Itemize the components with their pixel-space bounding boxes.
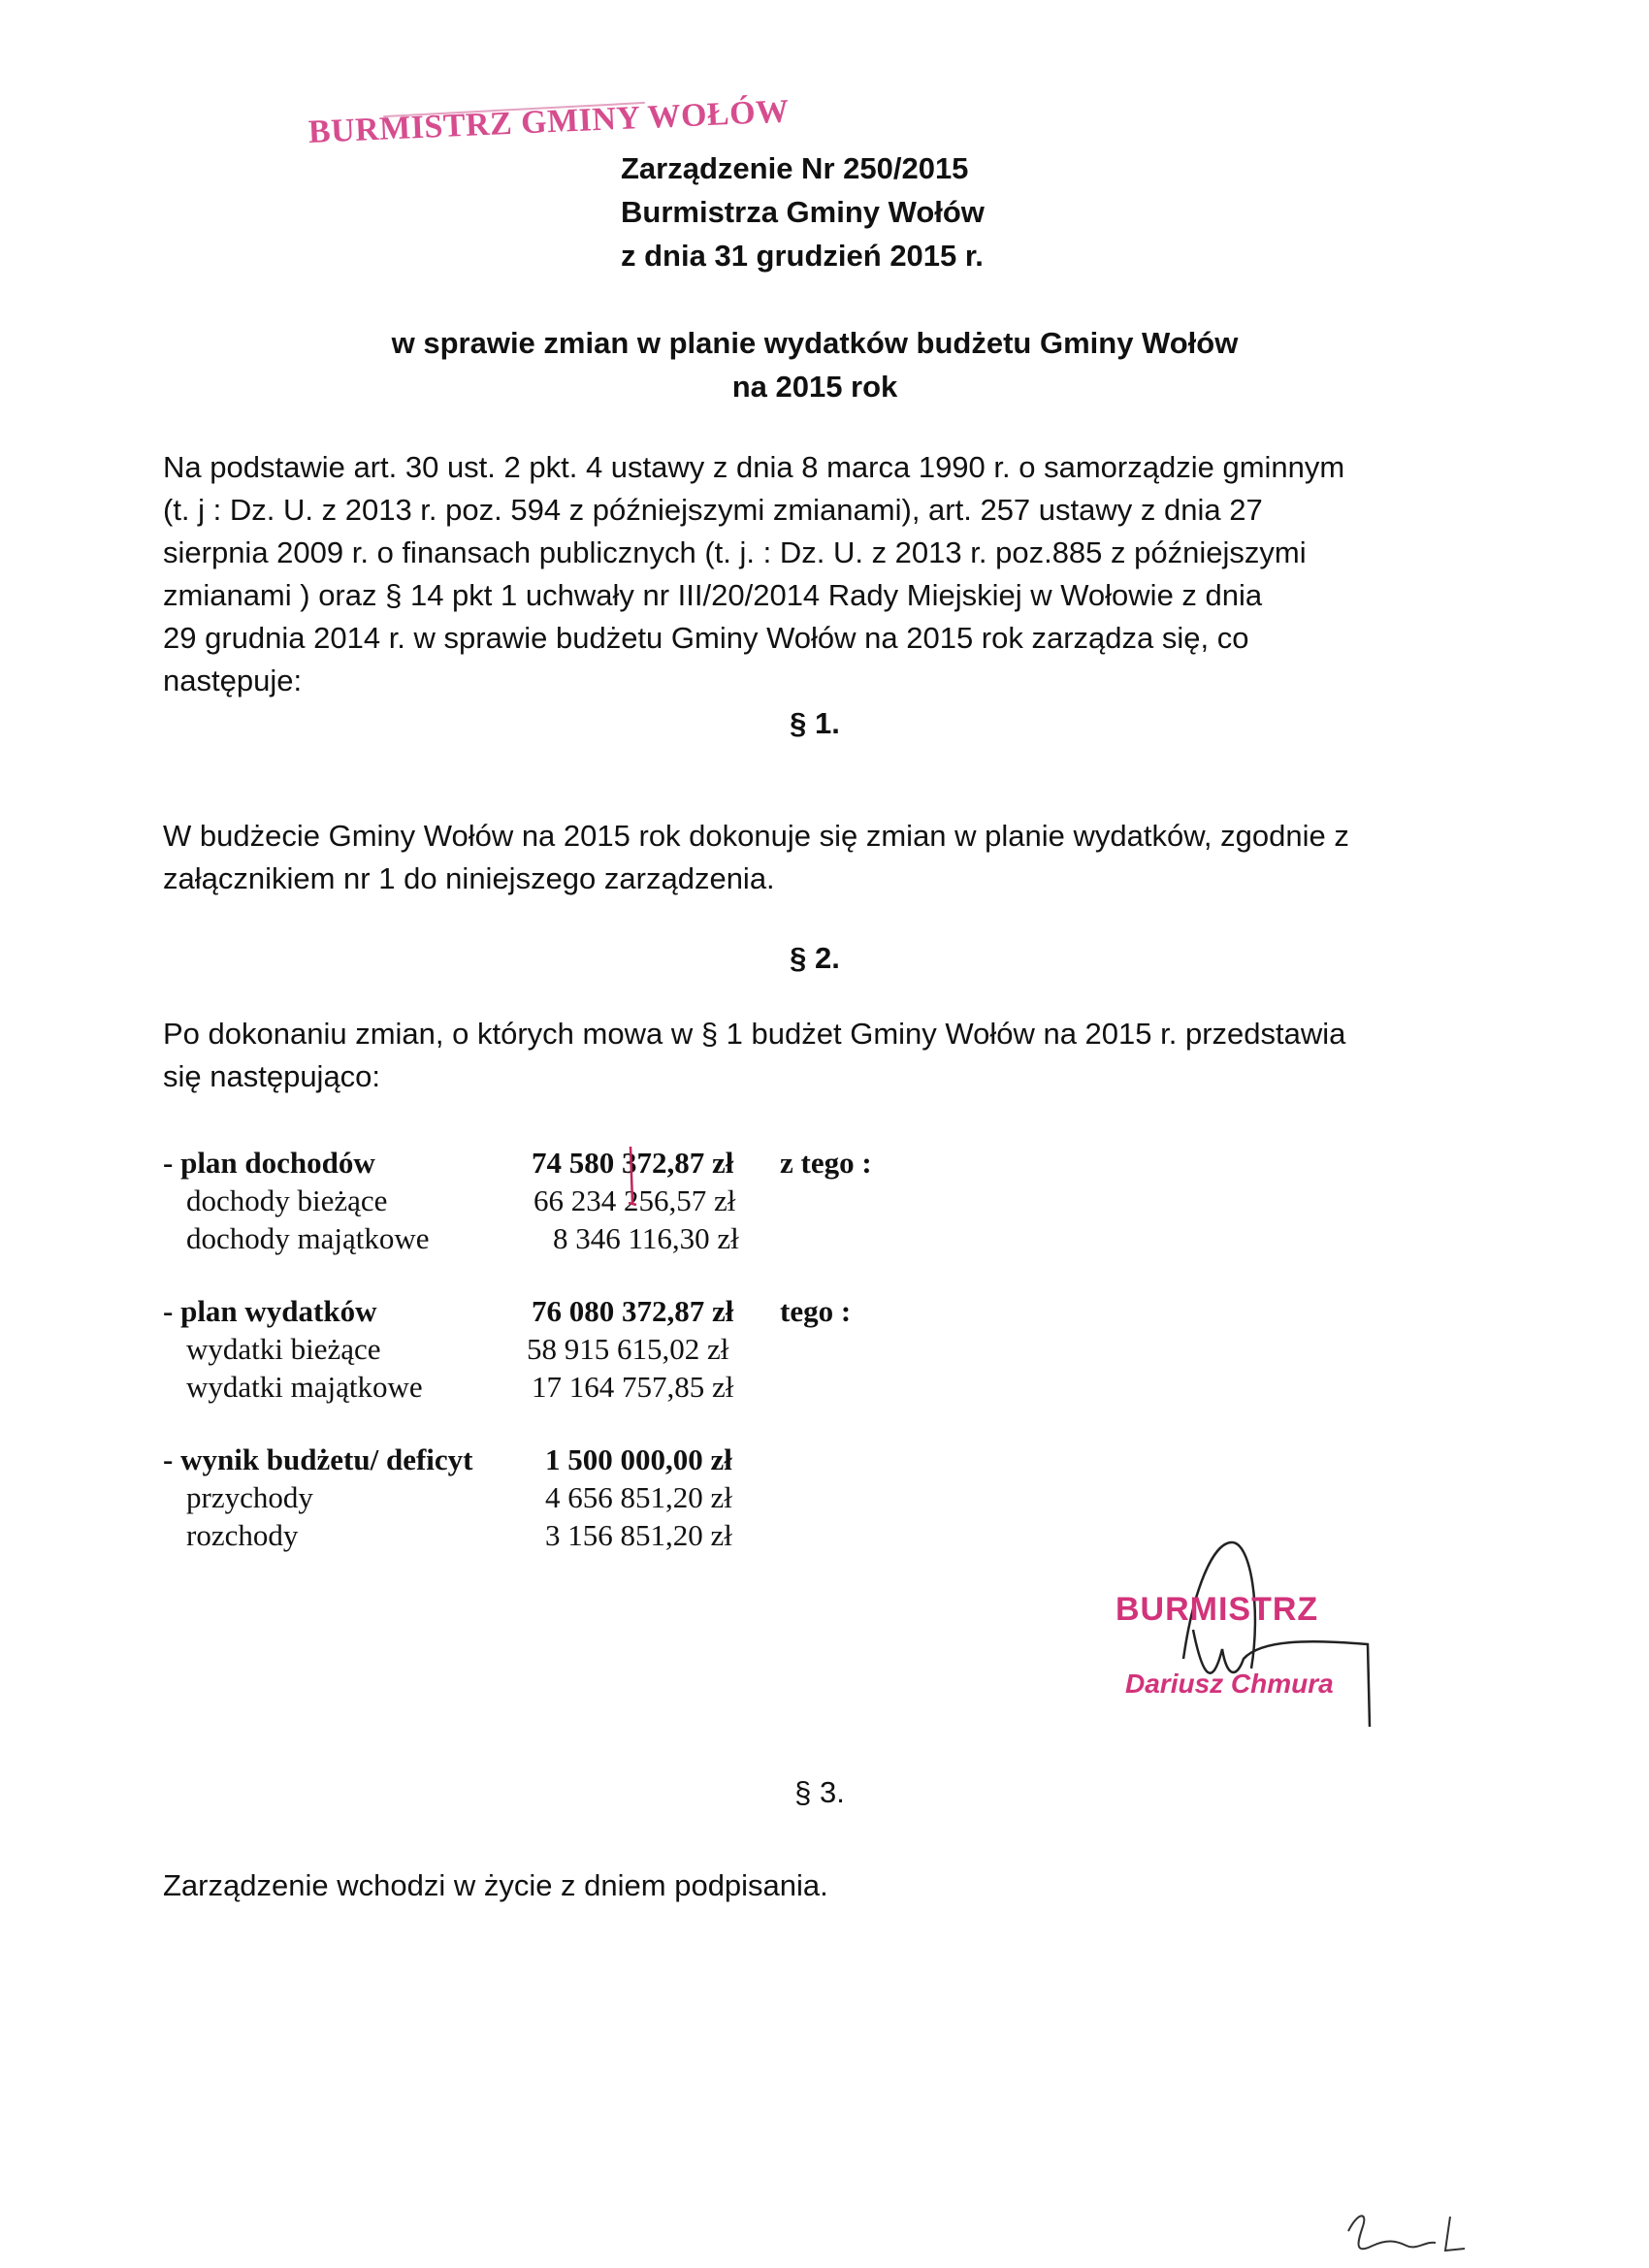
expenses-item-value: 17 164 757,85 zł: [532, 1370, 734, 1404]
document-number: Zarządzenie Nr 250/2015: [621, 151, 969, 185]
income-item-value: 66 234 256,57 zł: [534, 1183, 736, 1217]
subject-line-1: w sprawie zmian w planie wydatków budżetu Gminy Wołów: [391, 326, 1239, 360]
expenses-item-value: 58 915 615,02 zł: [527, 1332, 729, 1366]
section-1-mark: § 1.: [790, 706, 840, 740]
mayor-stamp: [1116, 1591, 1406, 1727]
income-total: 74 580 372,87 zł: [532, 1146, 734, 1180]
section-1-text: [163, 815, 1492, 900]
result-label: - wynik budżetu/ deficyt: [163, 1442, 473, 1476]
office-stamp: BURMISTRZ GMINY WOŁÓW: [307, 93, 791, 150]
result-item-value: 3 156 851,20 zł: [545, 1518, 732, 1552]
preamble-line: sierpnia 2009 r. o finansach publicznych (t. j. : Dz. U. z 2013 r. poz.885 z późniejszymi: [163, 535, 1307, 569]
section-2-line: Po dokonaniu zmian, o których mowa w § 1 budżet Gminy Wołów na 2015 r. przedstawia: [163, 1017, 1346, 1051]
subject-line-2: na 2015 rok: [731, 370, 898, 404]
mayor-stamp-title: BURMISTRZ: [1116, 1591, 1319, 1628]
section-1-line: załącznikiem nr 1 do niniejszego zarządzenia.: [163, 861, 775, 895]
expenses-label: - plan wydatków: [163, 1294, 377, 1328]
preamble: [163, 446, 1492, 702]
section-2-mark: § 2.: [790, 941, 840, 975]
income-item-value: 8 346 116,30 zł: [553, 1221, 739, 1255]
income-label: - plan dochodów: [163, 1146, 375, 1180]
expenses-total: 76 080 372,87 zł: [532, 1294, 734, 1328]
preamble-line: Na podstawie art. 30 ust. 2 pkt. 4 ustawy z dnia 8 marca 1990 r. o samorządzie gminnym: [163, 450, 1345, 484]
result-item-label: przychody: [186, 1480, 313, 1514]
issuer: Burmistrza Gminy Wołów: [621, 195, 985, 229]
section-3-text: Zarządzenie wchodzi w życie z dniem podpisania.: [163, 1868, 828, 1902]
preamble-line: zmianami ) oraz § 14 pkt 1 uchwały nr III/20/2014 Rady Miejskiej w Wołowie z dnia: [163, 578, 1263, 612]
section-2-text: [163, 1013, 1492, 1098]
expenses-item-label: wydatki majątkowe: [186, 1370, 423, 1404]
section-3-mark: § 3.: [794, 1775, 845, 1809]
income-suffix: z tego :: [780, 1146, 872, 1180]
mayor-stamp-name: Dariusz Chmura: [1125, 1669, 1334, 1699]
income-item-label: dochody majątkowe: [186, 1221, 430, 1255]
income-item-label: dochody bieżące: [186, 1183, 388, 1217]
pen-correction-mark: [621, 1145, 640, 1222]
expenses-suffix: tego :: [780, 1294, 852, 1328]
expenses-item-label: wydatki bieżące: [186, 1332, 381, 1366]
result-item-value: 4 656 851,20 zł: [545, 1480, 732, 1514]
section-2-line: się następująco:: [163, 1059, 381, 1093]
preamble-line: następuje:: [163, 664, 303, 697]
document-date: z dnia 31 grudzień 2015 r.: [621, 239, 984, 273]
section-1-line: W budżecie Gminy Wołów na 2015 rok dokonuje się zmian w planie wydatków, zgodnie z: [163, 819, 1349, 853]
result-total: 1 500 000,00 zł: [545, 1442, 732, 1476]
result-item-label: rozchody: [186, 1518, 299, 1552]
initials-signature: [1339, 2202, 1494, 2260]
preamble-line: (t. j : Dz. U. z 2013 r. poz. 594 z późniejszymi zmianami), art. 257 ustawy z dnia 27: [163, 493, 1263, 527]
preamble-line: 29 grudnia 2014 r. w sprawie budżetu Gminy Wołów na 2015 rok zarządza się, co: [163, 621, 1249, 655]
